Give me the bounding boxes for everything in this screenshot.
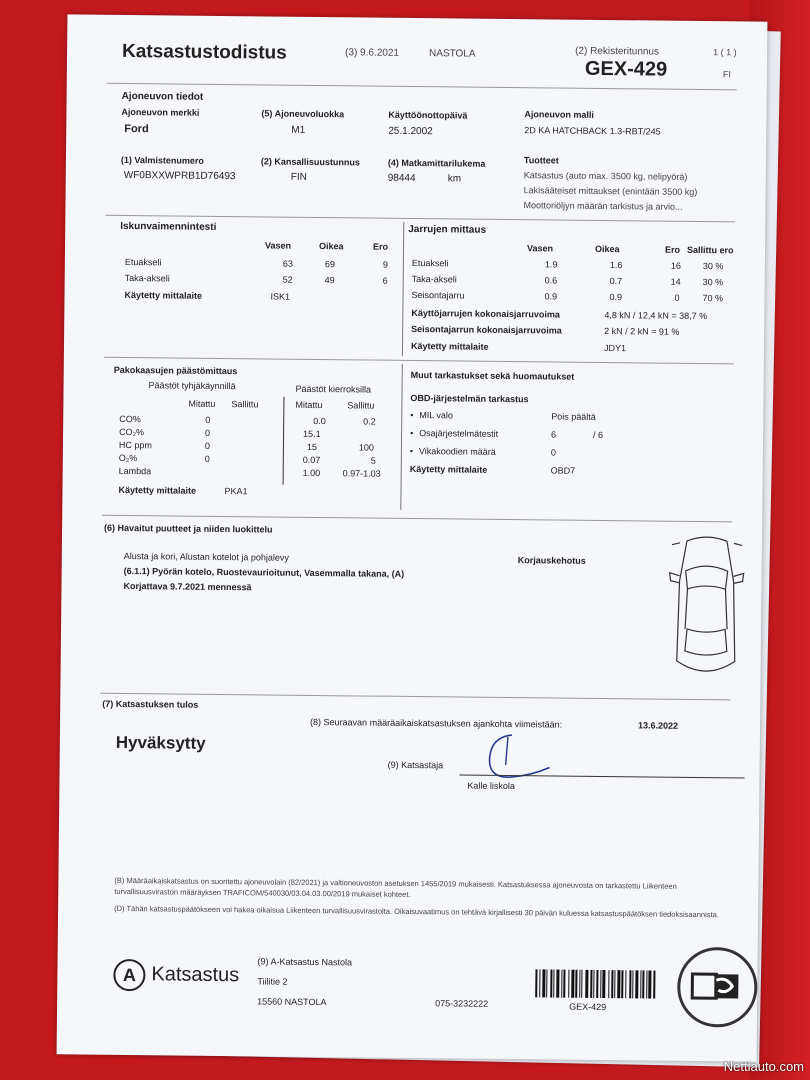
watermark: Nettiauto.com	[723, 1059, 804, 1074]
rpm-col-allowed: Sallittu	[347, 400, 375, 411]
brakes-row-right: 0.7	[609, 276, 623, 287]
idle-col-allowed: Sallittu	[231, 399, 259, 410]
shock-row-label: Taka-akseli	[124, 272, 170, 284]
emission-row-rpm: 1.00	[302, 467, 321, 479]
shock-row-left: 52	[282, 274, 293, 285]
inspection-date: (3) 9.6.2021	[345, 47, 400, 59]
brakes-row-left: 0.6	[544, 275, 558, 286]
shock-section-title: Iskunvaimennintesti	[120, 220, 217, 233]
products-label: Tuotteet	[523, 155, 559, 166]
shock-row-label: Etuakseli	[124, 256, 162, 268]
emission-row-rpm-allowed: 0.2	[363, 416, 376, 427]
vin-label: (1) Valmistenumero	[120, 154, 205, 166]
emission-row-rpm: 0.0	[313, 415, 326, 427]
bullet-icon: •	[410, 409, 414, 421]
brakes-col-right: Oikea	[594, 243, 620, 255]
mil-value: Pois päältä	[551, 411, 596, 422]
brakes-col-left: Vasen	[526, 243, 554, 254]
product-item: Lakisääteiset mittaukset (enintään 3500 kg)	[523, 185, 698, 197]
brakes-device: JDY1	[603, 343, 627, 354]
emission-row-label: HC ppm	[118, 439, 153, 451]
footnote-d: (D) Tähän katsastuspäätökseen voi hakea oikaisua Liikenteen turvallisuusvirastolta. Oikaisuvaatimus on tehtävä kirjallisesti 30 päivän kuluessa katsastuspäätöksen tiedoksisaannista.	[114, 903, 719, 920]
emission-row-label: CO%	[119, 413, 141, 425]
brakes-section-title: Jarrujen mittaus	[408, 223, 487, 236]
obd-title: OBD-järjestelmän tarkastus	[410, 392, 529, 405]
vin-value: WF0BXXWPRB1D76493	[123, 169, 236, 183]
emission-row-label: O₂%	[118, 452, 138, 464]
brakes-row-right: 1.6	[609, 260, 623, 271]
obd-device: OBD7	[550, 465, 576, 476]
signature-icon	[471, 727, 562, 788]
shock-row-left: 63	[282, 258, 293, 269]
make-value: Ford	[124, 122, 149, 136]
emission-row-rpm-allowed: 5	[370, 455, 376, 466]
brakes-col-diff: Ero	[664, 244, 681, 255]
bullet-icon: •	[409, 445, 414, 457]
rpm-label: Päästöt kierroksilla	[295, 383, 372, 395]
brakes-row-diff: 0	[674, 292, 680, 303]
inspection-place: NASTOLA	[429, 48, 476, 60]
brakes-device-label: Käytetty mittalaite	[410, 340, 489, 352]
model-label: Ajoneuvon malli	[524, 109, 595, 120]
emission-row-rpm: 0.07	[302, 454, 321, 466]
station-city: 15560 NASTOLA	[257, 996, 327, 1008]
fault-codes-label: Vikakoodien määrä	[418, 446, 496, 457]
defect-line: (6.1.1) Pyörän kotelo, Ruostevaurioitunut, Vasemmalla takana, (A)	[123, 565, 405, 579]
emissions-device-label: Käytetty mittalaite	[118, 484, 197, 496]
inspector-label: (9) Katsastaja	[387, 759, 444, 771]
brakes-row-diff: 16	[670, 260, 681, 271]
shock-device-label: Käytetty mittalaite	[124, 289, 203, 301]
defect-deadline: Korjattava 9.7.2021 mennessä	[123, 580, 252, 593]
certification-seal-icon	[677, 947, 758, 1028]
subsystem-label: Osajärjestelmätestit	[419, 428, 499, 439]
model-value: 2D KA HATCHBACK 1.3-RBT/245	[524, 125, 661, 137]
shock-col-right: Oikea	[319, 241, 344, 252]
service-total-label: Käyttöjarrujen kokonaisjarruvoima	[411, 307, 560, 320]
emission-row-rpm: 15.1	[303, 428, 321, 440]
brakes-row-label: Etuakseli	[411, 257, 449, 269]
shock-col-diff: Ero	[372, 241, 389, 252]
nationality-label: (2) Kansallisuustunnus	[260, 156, 360, 168]
emission-row-rpm-allowed: 100	[358, 442, 375, 453]
brakes-row-label: Seisontajarru	[411, 289, 465, 301]
product-item: Katsastus (auto max. 3500 kg, nelipyörä)	[523, 170, 688, 182]
barcode-text: GEX-429	[569, 1001, 607, 1013]
bullet-icon: •	[410, 427, 414, 439]
brakes-row-left: 0.9	[544, 291, 558, 302]
make-label: Ajoneuvon merkki	[121, 106, 200, 118]
registration-number: GEX-429	[584, 57, 668, 81]
result-section-title: (7) Katsastuksen tulos	[102, 698, 199, 710]
subsystem-value: 6	[551, 429, 557, 440]
brakes-row-allowed: 70 %	[702, 293, 724, 304]
shock-row-right: 69	[324, 259, 335, 270]
parking-total-value: 2 kN / 2 kN = 91 %	[604, 326, 680, 337]
emissions-section-title: Pakokaasujen päästömittaus	[113, 364, 238, 377]
idle-col-measured: Mitattu	[188, 398, 216, 409]
brakes-row-left: 1.9	[544, 259, 558, 270]
shock-row-right: 49	[324, 275, 335, 286]
barcode	[535, 969, 655, 998]
nationality-value: FIN	[290, 171, 307, 183]
car-diagram-icon	[660, 531, 752, 692]
brakes-row-allowed: 30 %	[702, 277, 724, 288]
emission-row-label: CO₂%	[119, 426, 145, 438]
emission-row-idle: 0	[204, 453, 210, 464]
katsastus-logo-text: Katsastus	[151, 963, 240, 987]
parking-total-label: Seisontajarrun kokonaisjarruvoima	[411, 323, 562, 336]
fault-codes-value: 0	[550, 447, 556, 458]
vehicle-section-title: Ajoneuvon tiedot	[121, 90, 204, 103]
shock-device: ISK1	[270, 291, 291, 302]
inspection-outcome: Hyväksytty	[115, 732, 206, 753]
service-total-value: 4,8 kN / 12,4 kN = 38,7 %	[604, 310, 708, 322]
subsystem-total: / 6	[593, 429, 604, 440]
shock-row-diff: 9	[382, 259, 388, 270]
obd-device-label: Käytetty mittalaite	[409, 463, 488, 475]
document-title: Katsastustodistus	[121, 40, 287, 64]
emission-row-label: Lambda	[118, 465, 152, 477]
emission-row-idle: 0	[205, 427, 211, 438]
shock-row-diff: 6	[382, 275, 388, 286]
station-street: Tiilitie 2	[257, 976, 288, 987]
next-inspection-label: (8) Seuraavan määräaikaiskatsastuksen ajankohta viimeistään:	[310, 716, 563, 730]
odometer-unit: km	[447, 173, 462, 185]
defect-line: Alusta ja kori, Alustan kotelot ja pohjalevy	[123, 550, 289, 563]
first-use-value: 25.1.2002	[388, 125, 433, 138]
class-label: (5) Ajoneuvoluokka	[261, 108, 345, 120]
footnote-b: (B) Määräaikaiskatsastus on suoritettu ajoneuvolain (82/2021) ja valtioneuvoston asetuksen 1455/2019 mukaisesti. Katsastuksessa ajoneuvosta on tarkastettu Liikenteen turvallisuusviraston määräyksen TRAFICOM/540030/03.04.03.00/2019 mukaiset kohteet.	[114, 875, 677, 900]
brakes-col-allowed: Sallittu ero	[686, 244, 734, 256]
katsastus-logo-icon: A	[113, 959, 145, 991]
brakes-row-diff: 14	[670, 276, 681, 287]
emissions-device: PKA1	[224, 486, 248, 497]
mil-label: MIL valo	[419, 410, 454, 421]
brakes-row-allowed: 30 %	[702, 261, 724, 272]
class-value: M1	[291, 124, 306, 136]
reg-label: (2) Rekisteritunnus	[575, 45, 660, 58]
shock-col-left: Vasen	[265, 240, 292, 251]
rpm-col-measured: Mitattu	[295, 399, 323, 411]
brakes-row-right: 0.9	[609, 292, 623, 303]
station-name: (9) A-Katsastus Nastola	[257, 956, 353, 968]
odometer-label: (4) Matkamittarilukema	[387, 157, 486, 169]
emission-row-idle: 0	[204, 440, 211, 451]
page-number: 1 ( 1 )	[713, 47, 737, 58]
defects-section-title: (6) Havaitut puutteet ja niiden luokittelu	[104, 522, 273, 535]
inspector-name: Kalle liskola	[467, 780, 515, 792]
emission-row-rpm: 15	[306, 441, 318, 452]
repair-label: Korjauskehotus	[517, 555, 586, 566]
country-code: FI	[722, 69, 731, 80]
other-section-title: Muut tarkastukset sekä huomautukset	[410, 369, 575, 382]
inspection-certificate	[57, 14, 768, 1061]
emission-row-idle: 0	[205, 414, 211, 425]
first-use-label: Käyttöönottopäivä	[388, 109, 468, 121]
product-item: Moottoriöljyn määrän tarkistus ja arvio...	[523, 200, 683, 212]
station-phone: 075-3232222	[435, 998, 489, 1009]
emission-row-rpm-allowed: 0.97-1.03	[342, 468, 381, 479]
odometer-value: 98444	[387, 172, 416, 185]
idle-label: Päästöt tyhjäkäynnillä	[148, 380, 236, 392]
next-inspection-date: 13.6.2022	[637, 720, 679, 731]
brakes-row-label: Taka-akseli	[411, 273, 457, 285]
